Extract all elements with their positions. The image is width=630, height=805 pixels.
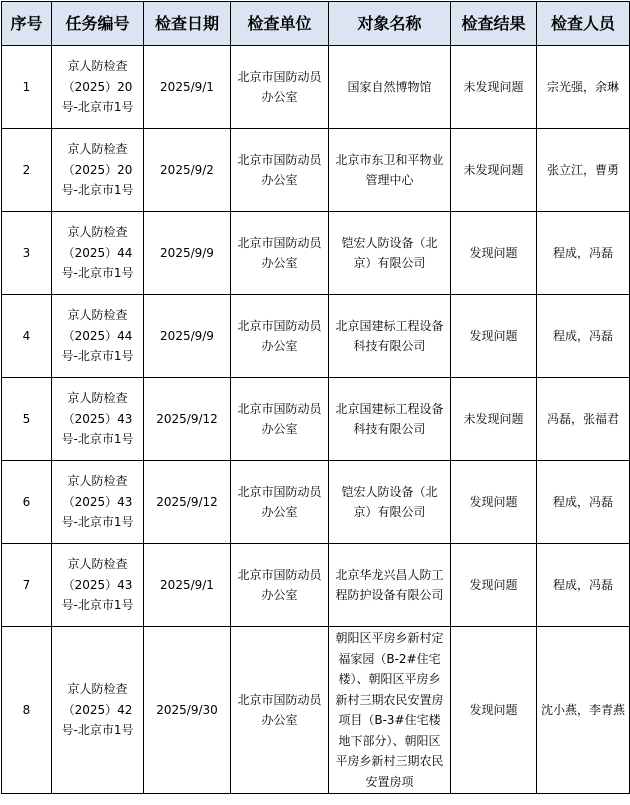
- header-object: 对象名称: [329, 2, 451, 46]
- cell-no: 7: [2, 544, 52, 627]
- cell-unit: 北京市国防动员办公室: [231, 212, 329, 295]
- cell-result: 发现问题: [451, 212, 537, 295]
- table-row: [2, 544, 630, 627]
- cell-date: 2025/9/12: [144, 461, 231, 544]
- table-row: [2, 378, 630, 461]
- cell-unit: 北京市国防动员办公室: [231, 378, 329, 461]
- cell-date: 2025/9/1: [144, 544, 231, 627]
- cell-result: 发现问题: [451, 544, 537, 627]
- cell-task: 京人防检查（2025）42号-北京市1号: [52, 627, 144, 794]
- cell-date: 2025/9/12: [144, 378, 231, 461]
- cell-result: 发现问题: [451, 627, 537, 794]
- cell-object: 北京国建标工程设备科技有限公司: [329, 378, 451, 461]
- table-row: [2, 461, 630, 544]
- cell-result: 发现问题: [451, 295, 537, 378]
- table-row: [2, 129, 630, 212]
- cell-object: 国家自然博物馆: [329, 46, 451, 129]
- cell-staff: 宗光强，余琳: [537, 46, 630, 129]
- cell-staff: 张立江，曹勇: [537, 129, 630, 212]
- header-staff: 检查人员: [537, 2, 630, 46]
- header-result: 检查结果: [451, 2, 537, 46]
- cell-no: 8: [2, 627, 52, 794]
- cell-task: 京人防检查（2025）20号-北京市1号: [52, 129, 144, 212]
- cell-unit: 北京市国防动员办公室: [231, 461, 329, 544]
- cell-staff: 沈小燕，李青燕: [537, 627, 630, 794]
- cell-result: 未发现问题: [451, 46, 537, 129]
- cell-staff: 程成，冯磊: [537, 544, 630, 627]
- cell-task: 京人防检查（2025）43号-北京市1号: [52, 378, 144, 461]
- cell-unit: 北京市国防动员办公室: [231, 46, 329, 129]
- cell-object: 北京华龙兴昌人防工程防护设备有限公司: [329, 544, 451, 627]
- cell-object: 朝阳区平房乡新村定福家园（B-2#住宅楼）、朝阳区平房乡新村三期农民安置房项目（B-3#住宅楼地下部分）、朝阳区平房乡新村三期农民安置房项: [329, 627, 451, 794]
- cell-staff: 程成，冯磊: [537, 212, 630, 295]
- table-row: [2, 212, 630, 295]
- cell-task: 京人防检查（2025）43号-北京市1号: [52, 544, 144, 627]
- cell-no: 2: [2, 129, 52, 212]
- cell-staff: 程成，冯磊: [537, 461, 630, 544]
- cell-staff: 冯磊，张福君: [537, 378, 630, 461]
- cell-no: 5: [2, 378, 52, 461]
- table-row: [2, 46, 630, 129]
- cell-date: 2025/9/30: [144, 627, 231, 794]
- cell-staff: 程成，冯磊: [537, 295, 630, 378]
- cell-object: 铠宏人防设备（北京）有限公司: [329, 461, 451, 544]
- cell-object: 北京国建标工程设备科技有限公司: [329, 295, 451, 378]
- cell-no: 4: [2, 295, 52, 378]
- cell-unit: 北京市国防动员办公室: [231, 129, 329, 212]
- header-row: [2, 2, 630, 46]
- inspection-table: [1, 1, 630, 794]
- cell-unit: 北京市国防动员办公室: [231, 627, 329, 794]
- cell-date: 2025/9/9: [144, 212, 231, 295]
- cell-no: 3: [2, 212, 52, 295]
- cell-unit: 北京市国防动员办公室: [231, 295, 329, 378]
- cell-unit: 北京市国防动员办公室: [231, 544, 329, 627]
- header-date: 检查日期: [144, 2, 231, 46]
- cell-task: 京人防检查（2025）44号-北京市1号: [52, 212, 144, 295]
- cell-date: 2025/9/9: [144, 295, 231, 378]
- cell-object: 铠宏人防设备（北京）有限公司: [329, 212, 451, 295]
- header-no: 序号: [2, 2, 52, 46]
- cell-object: 北京市东卫和平物业管理中心: [329, 129, 451, 212]
- cell-task: 京人防检查（2025）20号-北京市1号: [52, 46, 144, 129]
- cell-task: 京人防检查（2025）44号-北京市1号: [52, 295, 144, 378]
- cell-task: 京人防检查（2025）43号-北京市1号: [52, 461, 144, 544]
- table-row: [2, 295, 630, 378]
- cell-result: 发现问题: [451, 461, 537, 544]
- header-unit: 检查单位: [231, 2, 329, 46]
- cell-result: 未发现问题: [451, 378, 537, 461]
- table-row: [2, 627, 630, 794]
- cell-date: 2025/9/1: [144, 46, 231, 129]
- cell-date: 2025/9/2: [144, 129, 231, 212]
- cell-no: 6: [2, 461, 52, 544]
- header-task: 任务编号: [52, 2, 144, 46]
- cell-no: 1: [2, 46, 52, 129]
- cell-result: 未发现问题: [451, 129, 537, 212]
